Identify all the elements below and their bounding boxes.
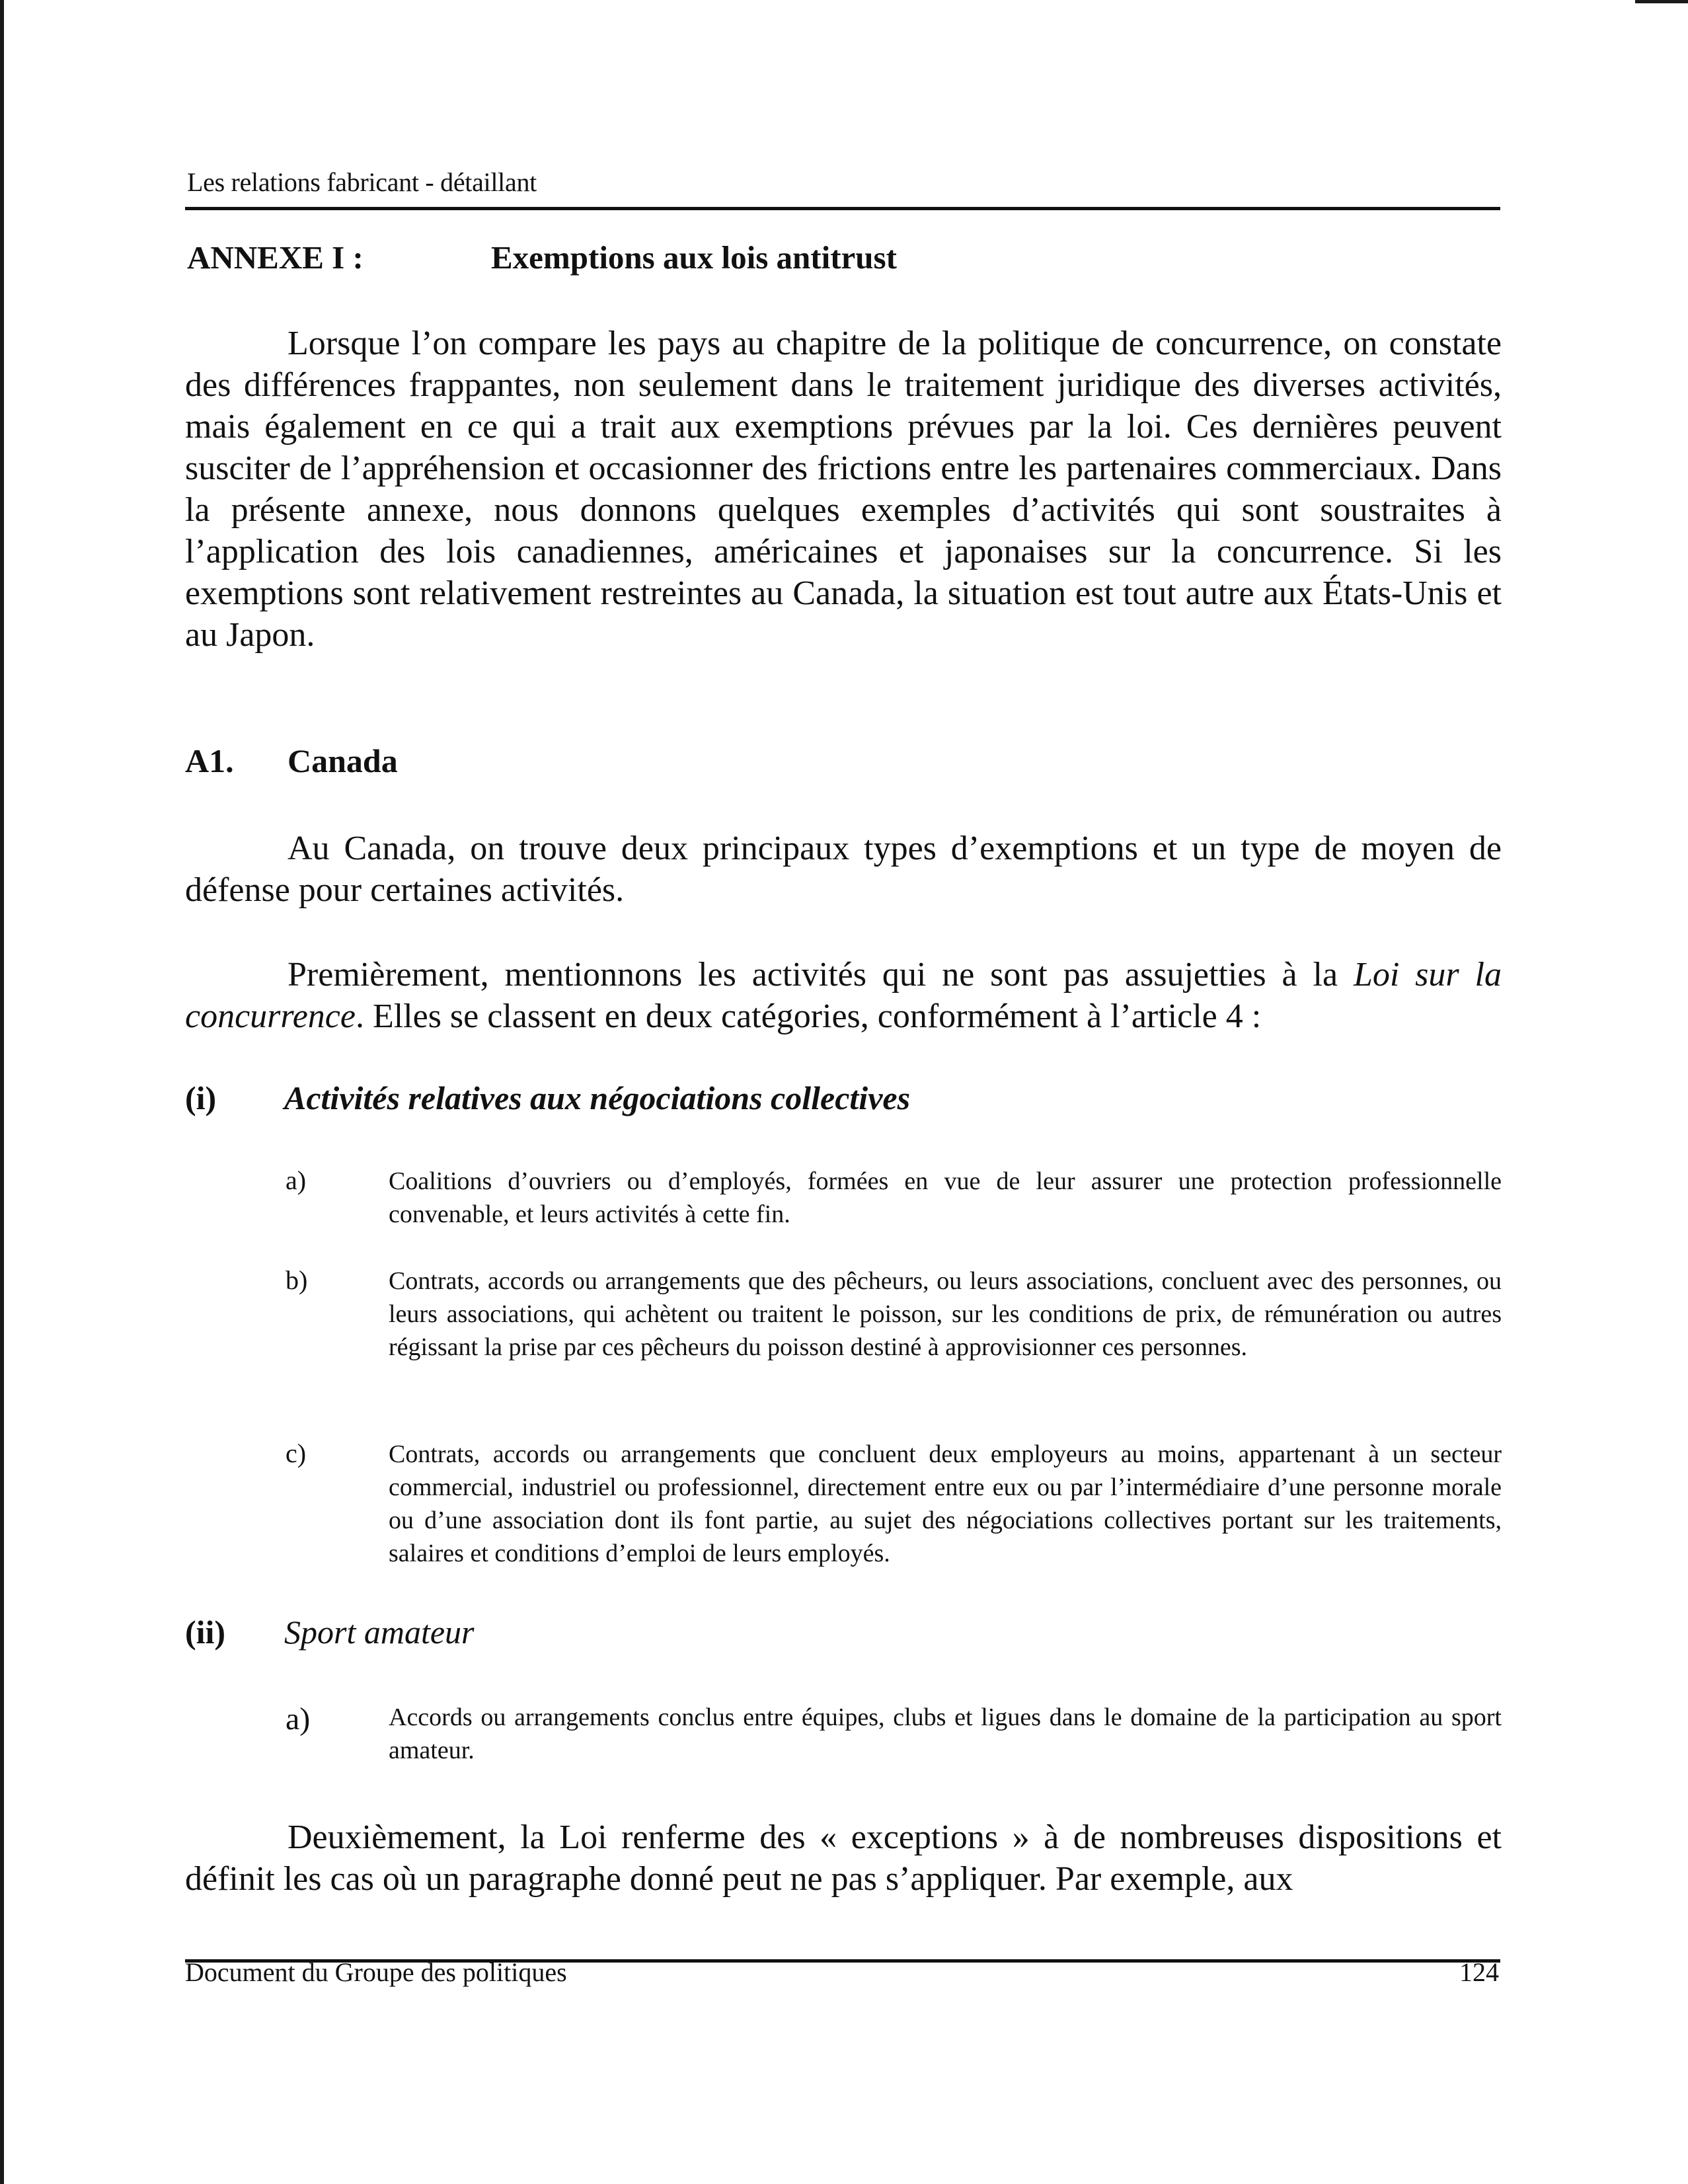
scan-edge-left (0, 0, 4, 2184)
intro-paragraph: Lorsque l’on compare les pays au chapitre de la politique de concurrence, on constate des différences frappantes, non seulement dans le traitement juridique des diverses activités, mais également en ce qui a trait aux exemptions prévues par la loi. Ces dernières peuvent susciter de l’appréhension et occasionner des frictions entre les partenaires commerciaux. Dans la présente annexe, nous donnons quelques exemples d’activités qui sont soustraites à l’application des lois canadiennes, américaines et japonaises sur la concurrence. Si les exemptions sont relativement restreintes au Canada, la situation est tout autre aux États-Unis et au Japon. (185, 325, 1502, 654)
list-item-letter: a) (286, 1165, 307, 1195)
annex-title: Exemptions aux lois antitrust (491, 239, 897, 276)
list-item-text: Accords ou arrangements conclus entre équipes, clubs et ligues dans le domaine de la participation au sport amateur. (389, 1703, 1502, 1764)
category-number: (ii) (185, 1614, 226, 1651)
first-paragraph-tail: . Elles se classent en deux catégories, conformément à l’article 4 : (355, 997, 1262, 1035)
first-paragraph-lead: Premièrement, mentionnons les activités qui ne sont pas assujetties à la (288, 956, 1354, 994)
section-title: Canada (288, 742, 398, 779)
first-paragraph (185, 954, 1502, 1037)
list-item-letter: c) (286, 1438, 307, 1468)
section-number: A1. (185, 742, 234, 779)
law-title: Loi sur la concurrence (185, 956, 1502, 1035)
scan-edge-top (1635, 0, 1688, 3)
annex-label: ANNEXE I : (187, 239, 364, 276)
list-item-letter: a) (286, 1701, 311, 1736)
page-number: 124 (1459, 1957, 1499, 1987)
header-rule (185, 207, 1500, 210)
list-item-text: Coalitions d’ouvriers ou d’employés, formées en vue de leur assurer une protection professionnelle convenable, et leurs activités à cette fin. (389, 1167, 1502, 1228)
list-item-text: Contrats, accords ou arrangements que concluent deux employeurs au moins, appartenant à un secteur commercial, industriel ou professionnel, directement entre eux ou par l’intermédiaire d’une personne morale ou d’une association dont ils font partie, au sujet des négociations collectives portant sur les traitements, salaires et conditions d’emploi de leurs employés. (389, 1440, 1502, 1567)
category-number: (i) (185, 1079, 217, 1116)
footer-document-label: Document du Groupe des politiques (185, 1957, 567, 1987)
category-title: Activités relatives aux négociations collectives (284, 1079, 911, 1116)
list-item-text: Contrats, accords ou arrangements que des pêcheurs, ou leurs associations, concluent avec des personnes, ou leurs associations, qui achètent ou traitent le poisson, sur les conditions de prix, de rémunération ou autres régissant la prise par ces pêcheurs du poisson destiné à approvisionner ces personnes. (389, 1267, 1502, 1361)
canada-paragraph: Au Canada, on trouve deux principaux types d’exemptions et un type de moyen de défense pour certaines activités. (185, 830, 1502, 909)
running-header: Les relations fabricant - détaillant (187, 167, 537, 197)
list-item-letter: b) (286, 1265, 308, 1295)
category-title: Sport amateur (284, 1614, 475, 1651)
second-paragraph: Deuxièmement, la Loi renferme des « exceptions » à de nombreuses dispositions et définit les cas où un paragraphe donné peut ne pas s’appliquer. Par exemple, aux (185, 1818, 1502, 1898)
